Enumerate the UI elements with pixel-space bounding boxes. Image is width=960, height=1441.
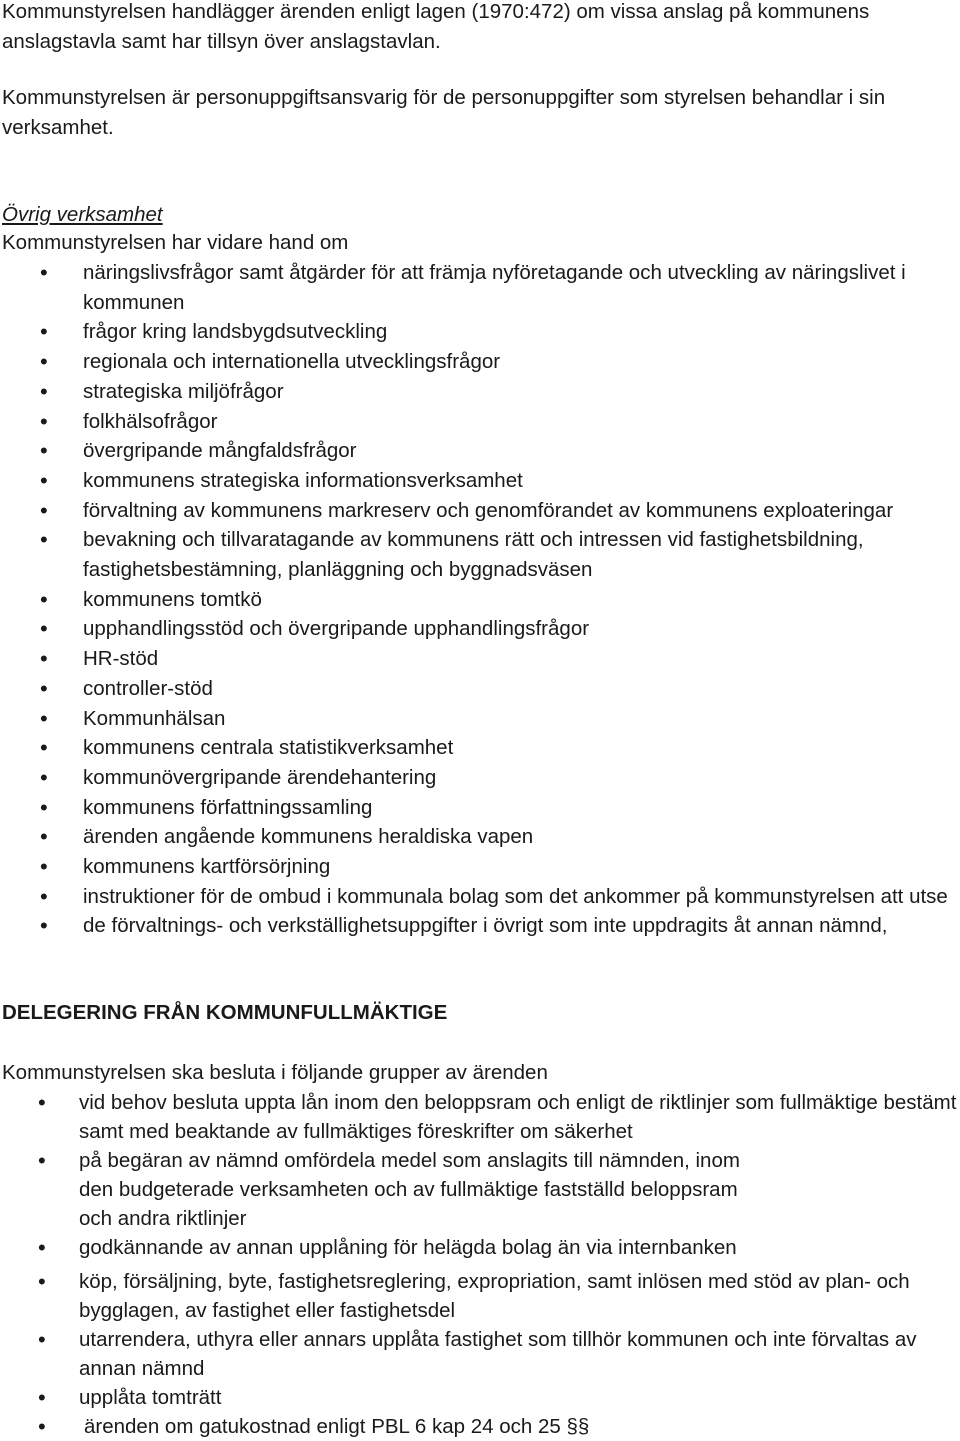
section-intro-ovrig: Kommunstyrelsen har vidare hand om	[2, 231, 349, 254]
list-item: • kommunövergripande ärendehantering	[2, 763, 958, 793]
list-item: • förvaltning av kommunens markreserv och genomförandet av kommunens exploateringar	[2, 496, 958, 526]
list-item: • vid behov besluta uppta lån inom den beloppsram och enligt de riktlinjer som fullmäktige bestämt samt med beaktande av fullmäktiges föreskrifter om säkerhet	[2, 1088, 958, 1146]
ovrig-verksamhet-list	[2, 258, 958, 941]
section-title-ovrig-verksamhet: Övrig verksamhet	[2, 203, 163, 226]
delegering-list	[2, 1088, 958, 1441]
list-item: • näringslivsfrågor samt åtgärder för att främja nyföretagande och utveckling av näringslivet i kommunen	[2, 258, 953, 317]
list-item: • instruktioner för de ombud i kommunala bolag som det ankommer på kommunstyrelsen att utse	[2, 882, 958, 912]
list-item: • kommunens kartförsörjning	[2, 852, 958, 882]
list-item: • ärenden om gatukostnad enligt PBL 6 kap 24 och 25 §§	[2, 1412, 958, 1441]
list-item: • utarrendera, uthyra eller annars upplåta fastighet som tillhör kommunen och inte förvaltas av annan nämnd	[2, 1325, 919, 1383]
list-item: • upplåta tomträtt	[2, 1383, 958, 1412]
list-item: • HR-stöd	[2, 644, 958, 674]
list-item: • köp, försäljning, byte, fastighetsreglering, expropriation, samt inlösen med stöd av plan- och bygglagen, av fastighet eller fastighetsdel	[2, 1267, 958, 1325]
list-item: • kommunens strategiska informationsverksamhet	[2, 466, 958, 496]
list-item: • övergripande mångfaldsfrågor	[2, 436, 958, 466]
list-item: • controller-stöd	[2, 674, 958, 704]
list-item: • kommunens författningssamling	[2, 793, 958, 823]
intro-paragraph-2: Kommunstyrelsen är personuppgiftsansvarig för de personuppgifter som styrelsen behandlar i sin verksamhet.	[2, 86, 886, 139]
list-item: • godkännande av annan upplåning för helägda bolag än via internbanken	[2, 1233, 958, 1262]
delegering-intro: Kommunstyrelsen ska besluta i följande grupper av ärenden	[2, 1061, 548, 1084]
list-item: • kommunens centrala statistikverksamhet	[2, 733, 958, 763]
list-item: • på begäran av nämnd omfördela medel som anslagits till nämnden, inom den budgeterade verksamheten och av fullmäktige fastställd beloppsram och andra riktlinjer	[2, 1146, 769, 1233]
list-item: • de förvaltnings- och verkställighetsuppgifter i övrigt som inte uppdragits åt annan nämnd,	[2, 911, 958, 941]
list-item: • upphandlingsstöd och övergripande upphandlingsfrågor	[2, 614, 958, 644]
list-item: • Kommunhälsan	[2, 704, 958, 734]
list-item: • strategiska miljöfrågor	[2, 377, 958, 407]
list-item: • folkhälsofrågor	[2, 407, 958, 437]
list-item: • bevakning och tillvaratagande av kommunens rätt och intressen vid fastighetsbildning, fastighetsbestämning, planläggning och byggnadsväsen	[2, 525, 913, 584]
heading-delegering: DELEGERING FRÅN KOMMUNFULLMÄKTIGE	[2, 1001, 448, 1024]
intro-paragraph-1: Kommunstyrelsen handlägger ärenden enligt lagen (1970:472) om vissa anslag på kommunens anslagstavla samt har tillsyn över anslagstavlan.	[2, 0, 870, 53]
list-item: • ärenden angående kommunens heraldiska vapen	[2, 822, 958, 852]
list-item: • frågor kring landsbygdsutveckling	[2, 317, 958, 347]
list-item: • regionala och internationella utvecklingsfrågor	[2, 347, 958, 377]
list-item: • kommunens tomtkö	[2, 585, 958, 615]
